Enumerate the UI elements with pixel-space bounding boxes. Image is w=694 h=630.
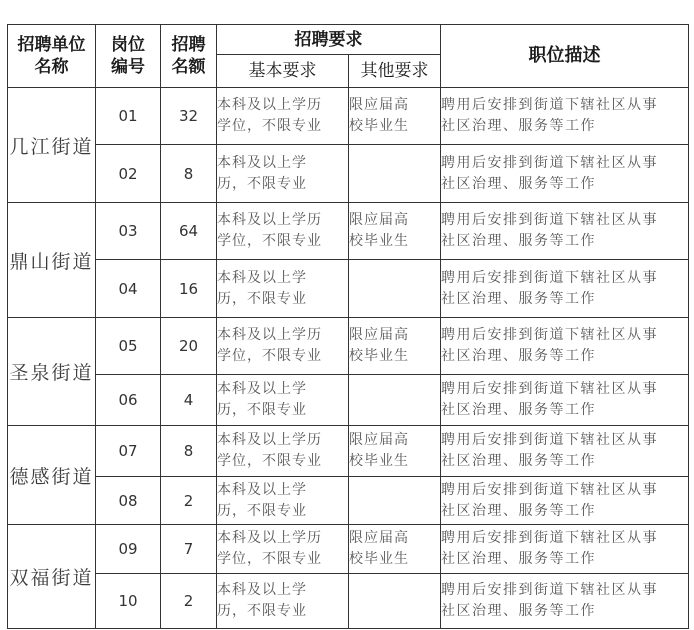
basic-requirement-cell-line: 本科及以上学 (217, 154, 307, 171)
table-row (8, 145, 689, 203)
job-description-cell (441, 525, 689, 574)
unit-name-cell: 鼎山街道 (8, 203, 96, 318)
basic-requirement-cell-line: 学位，不限专业 (217, 118, 322, 134)
job-description-cell (441, 318, 689, 375)
job-description-cell-line: 聘用后安排到街道下辖社区从事 (441, 212, 658, 228)
recruitment-table-wrapper (7, 24, 689, 629)
basic-requirement-cell-line: 学位，不限专业 (217, 551, 322, 567)
basic-requirement-cell-line: 学位，不限专业 (217, 348, 322, 364)
basic-requirement-cell (217, 203, 349, 260)
table-row (8, 426, 689, 477)
quota-cell: 32 (161, 88, 217, 145)
header-unit-name-line1: 招聘单位 (17, 35, 86, 55)
job-description-cell-line: 社区治理、服务等工作 (441, 233, 596, 249)
other-requirement-cell-line: 限应届高 (349, 212, 409, 228)
other-requirement-cell-line: 校毕业生 (349, 233, 409, 249)
basic-requirement-cell-line: 本科及以上学历 (217, 530, 322, 546)
basic-requirement-cell-line: 历，不限专业 (217, 402, 307, 418)
basic-requirement-cell (217, 88, 349, 145)
header-unit-name-line2: 名称 (34, 57, 69, 77)
job-description-cell (441, 574, 689, 629)
basic-requirement-cell-line: 历，不限专业 (217, 502, 307, 519)
job-description-cell (441, 145, 689, 203)
other-requirement-cell (349, 525, 441, 574)
table-row (8, 318, 689, 375)
job-description-cell-line: 社区治理、服务等工作 (441, 502, 596, 519)
job-description-cell-line: 聘用后安排到街道下辖社区从事 (441, 381, 658, 397)
unit-name-cell: 几江街道 (8, 88, 96, 203)
job-description-cell-line: 社区治理、服务等工作 (441, 603, 596, 619)
unit-name-cell: 双福街道 (8, 525, 96, 629)
header-position-code (96, 25, 161, 88)
quota-cell: 8 (161, 145, 217, 203)
position-code-cell: 08 (96, 477, 161, 525)
job-description-cell-line: 聘用后安排到街道下辖社区从事 (441, 327, 658, 343)
header-unit-name (8, 25, 96, 88)
table-row (8, 375, 689, 426)
other-requirement-cell-line: 校毕业生 (349, 118, 409, 134)
basic-requirement-cell (217, 477, 349, 525)
header-quota-line1: 招聘 (171, 35, 206, 55)
job-description-cell (441, 203, 689, 260)
table-row (8, 88, 689, 145)
basic-requirement-cell (217, 318, 349, 375)
job-description-cell-line: 社区治理、服务等工作 (441, 453, 596, 469)
basic-requirement-cell-line: 本科及以上学 (217, 481, 307, 498)
position-code-cell: 10 (96, 574, 161, 629)
quota-cell: 2 (161, 477, 217, 525)
other-requirement-cell (349, 203, 441, 260)
other-requirement-cell (349, 145, 441, 203)
basic-requirement-cell (217, 145, 349, 203)
header-quota-line2: 名额 (171, 57, 206, 77)
unit-name-cell: 德感街道 (8, 426, 96, 525)
other-requirement-cell-line: 限应届高 (349, 530, 409, 546)
job-description-cell (441, 88, 689, 145)
table-row (8, 477, 689, 525)
basic-requirement-cell-line: 本科及以上学历 (217, 212, 322, 228)
basic-requirement-cell-line: 本科及以上学历 (217, 97, 322, 113)
basic-requirement-cell-line: 历，不限专业 (217, 175, 307, 192)
position-code-cell: 09 (96, 525, 161, 574)
job-description-cell (441, 260, 689, 318)
job-description-cell-line: 聘用后安排到街道下辖社区从事 (441, 154, 658, 171)
job-description-cell-line: 聘用后安排到街道下辖社区从事 (441, 269, 658, 286)
header-position-code-line2: 编号 (111, 57, 145, 77)
job-description-cell-line: 社区治理、服务等工作 (441, 290, 596, 307)
other-requirement-cell (349, 477, 441, 525)
other-requirement-cell (349, 260, 441, 318)
other-requirement-cell (349, 88, 441, 145)
table-row (8, 525, 689, 574)
quota-cell: 2 (161, 574, 217, 629)
job-description-cell-line: 聘用后安排到街道下辖社区从事 (441, 530, 658, 546)
table-row (8, 203, 689, 260)
other-requirement-cell-line: 校毕业生 (349, 551, 409, 567)
job-description-cell-line: 社区治理、服务等工作 (441, 118, 596, 134)
basic-requirement-cell (217, 260, 349, 318)
basic-requirement-cell (217, 525, 349, 574)
other-requirement-cell (349, 318, 441, 375)
job-description-cell-line: 社区治理、服务等工作 (441, 348, 596, 364)
job-description-cell (441, 426, 689, 477)
other-requirement-cell (349, 375, 441, 426)
header-position-code-line1: 岗位 (111, 35, 145, 55)
unit-name-cell: 圣泉街道 (8, 318, 96, 426)
job-description-cell-line: 社区治理、服务等工作 (441, 402, 596, 418)
other-requirement-cell-line: 校毕业生 (349, 348, 409, 364)
quota-cell: 20 (161, 318, 217, 375)
other-requirement-cell (349, 426, 441, 477)
header-description: 职位描述 (441, 25, 689, 88)
other-requirement-cell-line: 限应届高 (349, 97, 409, 113)
other-requirement-cell-line: 限应届高 (349, 432, 409, 448)
job-description-cell-line: 聘用后安排到街道下辖社区从事 (441, 582, 658, 598)
other-requirement-cell-line: 校毕业生 (349, 453, 409, 469)
job-description-cell-line: 聘用后安排到街道下辖社区从事 (441, 432, 658, 448)
basic-requirement-cell-line: 历，不限专业 (217, 603, 307, 619)
table-body (8, 88, 689, 629)
header-quota (161, 25, 217, 88)
position-code-cell: 05 (96, 318, 161, 375)
other-requirement-cell-line: 限应届高 (349, 327, 409, 343)
quota-cell: 7 (161, 525, 217, 574)
table-row (8, 260, 689, 318)
basic-requirement-cell (217, 574, 349, 629)
job-description-cell-line: 社区治理、服务等工作 (441, 175, 596, 192)
basic-requirement-cell-line: 历，不限专业 (217, 290, 307, 307)
header-other-requirements: 其他要求 (349, 55, 441, 88)
basic-requirement-cell-line: 学位，不限专业 (217, 233, 322, 249)
position-code-cell: 03 (96, 203, 161, 260)
basic-requirement-cell (217, 375, 349, 426)
basic-requirement-cell-line: 本科及以上学历 (217, 432, 322, 448)
quota-cell: 4 (161, 375, 217, 426)
position-code-cell: 06 (96, 375, 161, 426)
basic-requirement-cell (217, 426, 349, 477)
table-row (8, 574, 689, 629)
position-code-cell: 04 (96, 260, 161, 318)
basic-requirement-cell-line: 学位，不限专业 (217, 453, 322, 469)
job-description-cell-line: 聘用后安排到街道下辖社区从事 (441, 97, 658, 113)
other-requirement-cell (349, 574, 441, 629)
job-description-cell (441, 375, 689, 426)
job-description-cell (441, 477, 689, 525)
basic-requirement-cell-line: 本科及以上学 (217, 269, 307, 286)
quota-cell: 64 (161, 203, 217, 260)
basic-requirement-cell-line: 本科及以上学 (217, 381, 307, 397)
position-code-cell: 07 (96, 426, 161, 477)
quota-cell: 16 (161, 260, 217, 318)
position-code-cell: 02 (96, 145, 161, 203)
header-requirements: 招聘要求 (217, 25, 441, 55)
recruitment-table (7, 24, 689, 629)
position-code-cell: 01 (96, 88, 161, 145)
header-basic-requirements: 基本要求 (217, 55, 349, 88)
job-description-cell-line: 聘用后安排到街道下辖社区从事 (441, 481, 658, 498)
quota-cell: 8 (161, 426, 217, 477)
basic-requirement-cell-line: 本科及以上学历 (217, 327, 322, 343)
job-description-cell-line: 社区治理、服务等工作 (441, 551, 596, 567)
basic-requirement-cell-line: 本科及以上学 (217, 582, 307, 598)
